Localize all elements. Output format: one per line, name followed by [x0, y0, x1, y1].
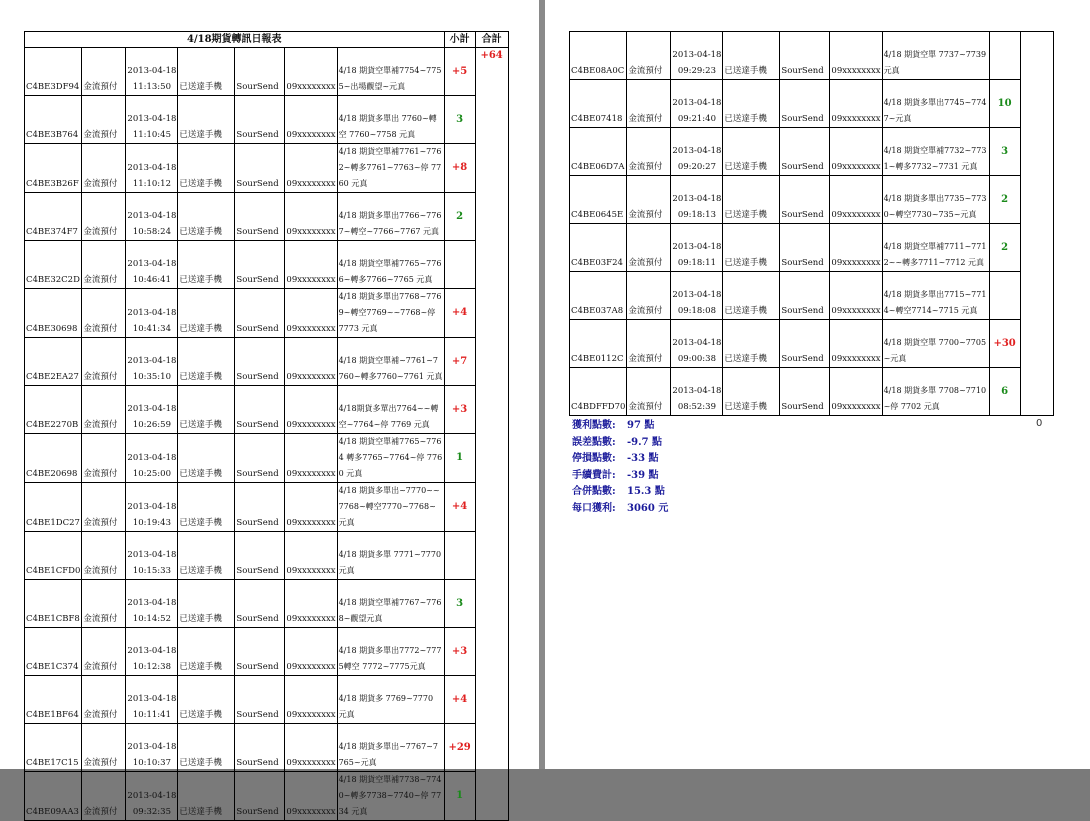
status-cell: 已送達手機	[178, 628, 235, 676]
sender-cell: 金流預付	[82, 338, 126, 386]
time-value: 11:10:12	[132, 179, 171, 189]
message-cell: 4/18期貨多單出7764~~轉空~7764~停 7769 元真	[337, 386, 444, 434]
source-cell: SourSend	[235, 193, 285, 241]
message-id: C4BE1BF64	[25, 676, 82, 724]
datetime-cell	[126, 434, 178, 483]
phone-cell: 09xxxxxxxx	[285, 96, 337, 144]
status-cell: 已送達手機	[178, 96, 235, 144]
message-id: C4BE374F7	[25, 193, 82, 241]
message-cell: 4/18 期貨空單補~7761~7760~轉多7760~7761 元真	[337, 338, 444, 386]
datetime-cell	[671, 128, 723, 176]
phone-cell: 09xxxxxxxx	[285, 386, 337, 434]
summary-line	[572, 435, 668, 452]
date-value: 2013-04-18	[672, 98, 722, 108]
table-row	[25, 289, 509, 338]
summary-value: -39 點	[627, 469, 659, 481]
message-cell: 4/18 期貨空單補7767~7768~觀望元真	[337, 580, 444, 628]
datetime-cell	[671, 80, 723, 128]
datetime-cell	[126, 338, 178, 386]
subtotal-cell: +7	[444, 338, 475, 386]
source-cell: SourSend	[235, 144, 285, 193]
source-cell: SourSend	[235, 338, 285, 386]
sender-cell: 金流預付	[627, 224, 671, 272]
table-row	[25, 483, 509, 532]
status-cell: 已送達手機	[723, 128, 780, 176]
table-row	[570, 80, 1054, 128]
date-value: 2013-04-18	[127, 66, 177, 76]
message-id: C4BE09AA3	[25, 772, 82, 821]
table-row	[570, 272, 1054, 320]
summary-line	[572, 484, 668, 501]
subtotal-cell: +4	[444, 483, 475, 532]
source-cell: SourSend	[235, 483, 285, 532]
sender-cell: 金流預付	[627, 368, 671, 416]
message-id: C4BE32C2D	[25, 241, 82, 289]
summary-value: -9.7 點	[627, 436, 663, 448]
message-cell: 4/18 期貨多單出7735~7730~轉空7730~735~元真	[882, 176, 989, 224]
phone-cell: 09xxxxxxxx	[830, 320, 882, 368]
phone-cell: 09xxxxxxxx	[285, 48, 337, 96]
subtotal-cell: 1	[444, 772, 475, 821]
time-value: 10:12:38	[132, 662, 171, 672]
summary-block	[572, 418, 668, 517]
source-cell: SourSend	[780, 368, 830, 416]
time-value: 09:29:23	[677, 66, 716, 76]
date-value: 2013-04-18	[127, 114, 177, 124]
table-row	[25, 772, 509, 821]
source-cell: SourSend	[780, 32, 830, 80]
subtotal-cell: +4	[444, 289, 475, 338]
status-cell: 已送達手機	[178, 48, 235, 96]
table-row	[25, 724, 509, 772]
sender-cell: 金流預付	[82, 193, 126, 241]
table-row	[25, 676, 509, 724]
summary-label: 停損點數:	[572, 453, 616, 464]
message-cell: 4/18 期貨多單 7708~7710~停 7702 元真	[882, 368, 989, 416]
date-value: 2013-04-18	[672, 146, 722, 156]
message-cell: 4/18 期貨多單出7745~7747~元真	[882, 80, 989, 128]
sender-cell: 金流預付	[82, 532, 126, 580]
table-row	[25, 144, 509, 193]
source-cell: SourSend	[235, 96, 285, 144]
summary-label: 每口獲利:	[572, 502, 616, 514]
status-cell: 已送達手機	[178, 532, 235, 580]
table-row	[25, 434, 509, 483]
sender-cell: 金流預付	[82, 144, 126, 193]
status-cell: 已送達手機	[178, 772, 235, 821]
grand-total-cell	[1020, 32, 1053, 416]
phone-cell: 09xxxxxxxx	[285, 532, 337, 580]
message-id: C4BE3DF94	[25, 48, 82, 96]
message-cell: 4/18 期貨空單補7765~7764 轉多7765~7764~停 7760 元真	[337, 434, 444, 483]
date-value: 2013-04-18	[127, 163, 177, 173]
time-value: 11:13:50	[132, 82, 171, 92]
message-id: C4BE20698	[25, 434, 82, 483]
phone-cell: 09xxxxxxxx	[830, 368, 882, 416]
subtotal-cell: +29	[444, 724, 475, 772]
source-cell: SourSend	[780, 224, 830, 272]
date-value: 2013-04-18	[672, 386, 722, 396]
datetime-cell	[126, 386, 178, 434]
sender-cell: 金流預付	[82, 434, 126, 483]
subtotal-cell: +4	[444, 676, 475, 724]
subtotal-cell: +8	[444, 144, 475, 193]
subtotal-cell: +3	[444, 386, 475, 434]
time-value: 09:00:38	[677, 354, 716, 364]
table-row	[25, 96, 509, 144]
message-id: C4BDFFD70	[570, 368, 627, 416]
source-cell: SourSend	[780, 176, 830, 224]
message-id: C4BE2EA27	[25, 338, 82, 386]
subtotal-cell	[444, 532, 475, 580]
time-value: 09:32:35	[132, 807, 171, 817]
phone-cell: 09xxxxxxxx	[830, 80, 882, 128]
subtotal-header: 小計	[444, 32, 475, 48]
message-id: C4BE03F24	[570, 224, 627, 272]
message-cell: 4/18 期貨多 7769~7770 元真	[337, 676, 444, 724]
date-value: 2013-04-18	[672, 194, 722, 204]
subtotal-cell: +5	[444, 48, 475, 96]
message-cell: 4/18 期貨空單 7737~7739 元真	[882, 32, 989, 80]
subtotal-cell: 10	[989, 80, 1020, 128]
time-value: 10:46:41	[132, 275, 171, 285]
message-cell: 4/18 期貨空單補7732~7731~轉多7732~7731 元真	[882, 128, 989, 176]
sender-cell: 金流預付	[627, 320, 671, 368]
table-row	[570, 176, 1054, 224]
datetime-cell	[671, 272, 723, 320]
table-row	[570, 224, 1054, 272]
time-value: 10:35:10	[132, 372, 171, 382]
message-cell: 4/18 期貨空單補7738~7740~轉多7738~7740~停 7734 元真	[337, 772, 444, 821]
source-cell: SourSend	[235, 724, 285, 772]
date-value: 2013-04-18	[672, 50, 722, 60]
table-row	[25, 241, 509, 289]
message-cell: 4/18 期貨空單補7711~7712~~轉多7711~7712 元真	[882, 224, 989, 272]
date-value: 2013-04-18	[127, 694, 177, 704]
message-id: C4BE3B26F	[25, 144, 82, 193]
page-zero-marker: 0	[1036, 418, 1043, 429]
datetime-cell	[126, 532, 178, 580]
subtotal-cell: 2	[989, 224, 1020, 272]
date-value: 2013-04-18	[127, 598, 177, 608]
phone-cell: 09xxxxxxxx	[285, 193, 337, 241]
date-value: 2013-04-18	[127, 742, 177, 752]
datetime-cell	[126, 193, 178, 241]
table-row	[25, 580, 509, 628]
source-cell: SourSend	[235, 580, 285, 628]
message-cell: 4/18 期貨空單補7754~7755~出場觀望~元真	[337, 48, 444, 96]
summary-line	[572, 451, 668, 468]
subtotal-cell	[444, 241, 475, 289]
phone-cell: 09xxxxxxxx	[285, 144, 337, 193]
table-row	[25, 628, 509, 676]
message-id: C4BE07418	[570, 80, 627, 128]
date-value: 2013-04-18	[672, 242, 722, 252]
source-cell: SourSend	[235, 628, 285, 676]
time-value: 10:11:41	[132, 710, 171, 720]
phone-cell: 09xxxxxxxx	[285, 772, 337, 821]
status-cell: 已送達手機	[178, 386, 235, 434]
status-cell: 已送達手機	[723, 224, 780, 272]
sender-cell: 金流預付	[82, 483, 126, 532]
summary-label: 獲利點數:	[572, 420, 616, 431]
phone-cell: 09xxxxxxxx	[285, 483, 337, 532]
subtotal-cell	[989, 32, 1020, 80]
phone-cell: 09xxxxxxxx	[830, 32, 882, 80]
datetime-cell	[126, 144, 178, 193]
date-value: 2013-04-18	[127, 356, 177, 366]
message-id: C4BE1CFD0	[25, 532, 82, 580]
subtotal-cell: +30	[989, 320, 1020, 368]
subtotal-cell: +3	[444, 628, 475, 676]
summary-line	[572, 501, 668, 518]
message-cell: 4/18 期貨多單出7772~7775轉空 7772~7775元真	[337, 628, 444, 676]
time-value: 09:18:11	[677, 258, 716, 268]
status-cell: 已送達手機	[723, 80, 780, 128]
datetime-cell	[671, 368, 723, 416]
summary-value: -33 點	[627, 453, 659, 464]
time-value: 10:41:34	[132, 324, 171, 334]
source-cell: SourSend	[235, 386, 285, 434]
table-row	[570, 32, 1054, 80]
summary-value: 3060 元	[627, 502, 669, 514]
phone-cell: 09xxxxxxxx	[830, 176, 882, 224]
time-value: 10:25:00	[132, 469, 171, 479]
report-page-1	[0, 0, 539, 817]
message-id: C4BE3B764	[25, 96, 82, 144]
message-cell: 4/18 期貨多單出7766~7767~轉空~7766~7767 元真	[337, 193, 444, 241]
message-id: C4BE1DC27	[25, 483, 82, 532]
datetime-cell	[671, 176, 723, 224]
sender-cell: 金流預付	[82, 48, 126, 96]
sender-cell: 金流預付	[82, 676, 126, 724]
phone-cell: 09xxxxxxxx	[830, 224, 882, 272]
date-value: 2013-04-18	[127, 453, 177, 463]
time-value: 10:58:24	[132, 227, 171, 237]
status-cell: 已送達手機	[178, 241, 235, 289]
message-cell: 4/18 期貨空單補7761~7762~轉多7761~7763~停 7760 元真	[337, 144, 444, 193]
datetime-cell	[126, 628, 178, 676]
time-value: 09:21:40	[677, 114, 716, 124]
summary-label: 合併點數:	[572, 486, 616, 497]
message-id: C4BE17C15	[25, 724, 82, 772]
date-value: 2013-04-18	[127, 211, 177, 221]
message-id: C4BE06D7A	[570, 128, 627, 176]
time-value: 10:15:33	[132, 566, 171, 576]
sender-cell: 金流預付	[82, 628, 126, 676]
date-value: 2013-04-18	[127, 308, 177, 318]
source-cell: SourSend	[780, 128, 830, 176]
time-value: 11:10:45	[132, 130, 171, 140]
status-cell: 已送達手機	[178, 434, 235, 483]
summary-line	[572, 418, 668, 435]
message-cell: 4/18 期貨空單 7700~7705~元真	[882, 320, 989, 368]
message-id: C4BE037A8	[570, 272, 627, 320]
table-row	[570, 128, 1054, 176]
message-id: C4BE1C374	[25, 628, 82, 676]
message-id: C4BE30698	[25, 289, 82, 338]
source-cell: SourSend	[235, 289, 285, 338]
phone-cell: 09xxxxxxxx	[830, 128, 882, 176]
message-cell: 4/18 期貨多單出~7770~~7768~轉空7770~7768~元真	[337, 483, 444, 532]
sender-cell: 金流預付	[627, 128, 671, 176]
source-cell: SourSend	[235, 676, 285, 724]
message-cell: 4/18 期貨多單出 7760~轉空 7760~7758 元真	[337, 96, 444, 144]
grand-total-cell: +64	[475, 48, 508, 821]
sender-cell: 金流預付	[82, 289, 126, 338]
datetime-cell	[126, 724, 178, 772]
total-header: 合計	[475, 32, 508, 48]
subtotal-cell: 6	[989, 368, 1020, 416]
status-cell: 已送達手機	[178, 483, 235, 532]
sender-cell: 金流預付	[82, 386, 126, 434]
subtotal-cell: 2	[989, 176, 1020, 224]
report-title: 4/18期貨轉訊日報表	[25, 32, 445, 48]
message-id: C4BE2270B	[25, 386, 82, 434]
date-value: 2013-04-18	[127, 404, 177, 414]
datetime-cell	[126, 289, 178, 338]
table-row	[570, 368, 1054, 416]
datetime-cell	[671, 224, 723, 272]
datetime-cell	[671, 32, 723, 80]
status-cell: 已送達手機	[723, 32, 780, 80]
datetime-cell	[126, 483, 178, 532]
phone-cell: 09xxxxxxxx	[285, 434, 337, 483]
source-cell: SourSend	[235, 772, 285, 821]
status-cell: 已送達手機	[178, 676, 235, 724]
time-value: 09:20:27	[677, 162, 716, 172]
phone-cell: 09xxxxxxxx	[285, 676, 337, 724]
status-cell: 已送達手機	[178, 338, 235, 386]
datetime-cell	[126, 580, 178, 628]
status-cell: 已送達手機	[723, 272, 780, 320]
subtotal-cell: 3	[444, 96, 475, 144]
sender-cell: 金流預付	[82, 724, 126, 772]
subtotal-cell: 1	[444, 434, 475, 483]
datetime-cell	[126, 772, 178, 821]
datetime-cell	[126, 676, 178, 724]
message-id: C4BE1CBF8	[25, 580, 82, 628]
date-value: 2013-04-18	[127, 646, 177, 656]
phone-cell: 09xxxxxxxx	[285, 289, 337, 338]
report-table-page-2	[569, 31, 1054, 416]
message-cell: 4/18 期貨多單出~7767~7765~元真	[337, 724, 444, 772]
sender-cell: 金流預付	[82, 241, 126, 289]
time-value: 10:14:52	[132, 614, 171, 624]
date-value: 2013-04-18	[127, 259, 177, 269]
status-cell: 已送達手機	[723, 320, 780, 368]
date-value: 2013-04-18	[672, 290, 722, 300]
phone-cell: 09xxxxxxxx	[285, 338, 337, 386]
table-row	[570, 320, 1054, 368]
source-cell: SourSend	[780, 80, 830, 128]
time-value: 09:18:08	[677, 306, 716, 316]
message-cell: 4/18 期貨多單出7715~7714~轉空7714~7715 元真	[882, 272, 989, 320]
summary-line	[572, 468, 668, 485]
subtotal-cell: 3	[989, 128, 1020, 176]
time-value: 08:52:39	[677, 402, 716, 412]
source-cell: SourSend	[235, 48, 285, 96]
sender-cell: 金流預付	[627, 80, 671, 128]
sender-cell: 金流預付	[627, 176, 671, 224]
message-cell: 4/18 期貨多單出7768~7769~轉空7769~~7768~停 7773 元真	[337, 289, 444, 338]
phone-cell: 09xxxxxxxx	[285, 724, 337, 772]
status-cell: 已送達手機	[178, 289, 235, 338]
date-value: 2013-04-18	[672, 338, 722, 348]
message-cell: 4/18 期貨多單 7771~7770 元真	[337, 532, 444, 580]
subtotal-cell	[989, 272, 1020, 320]
source-cell: SourSend	[235, 532, 285, 580]
sender-cell: 金流預付	[82, 580, 126, 628]
table-row	[25, 338, 509, 386]
status-cell: 已送達手機	[723, 176, 780, 224]
sender-cell: 金流預付	[627, 272, 671, 320]
status-cell: 已送達手機	[178, 193, 235, 241]
subtotal-cell: 3	[444, 580, 475, 628]
phone-cell: 09xxxxxxxx	[285, 628, 337, 676]
phone-cell: 09xxxxxxxx	[285, 241, 337, 289]
datetime-cell	[126, 96, 178, 144]
message-id: C4BE0112C	[570, 320, 627, 368]
date-value: 2013-04-18	[127, 550, 177, 560]
sender-cell: 金流預付	[627, 32, 671, 80]
source-cell: SourSend	[780, 272, 830, 320]
time-value: 10:19:43	[132, 518, 171, 528]
source-cell: SourSend	[235, 241, 285, 289]
time-value: 10:10:37	[132, 758, 171, 768]
table-row	[25, 386, 509, 434]
status-cell: 已送達手機	[178, 144, 235, 193]
time-value: 09:18:13	[677, 210, 716, 220]
source-cell: SourSend	[235, 434, 285, 483]
status-cell: 已送達手機	[723, 368, 780, 416]
datetime-cell	[671, 320, 723, 368]
summary-label: 手續費計:	[572, 469, 616, 481]
report-table-page-1	[24, 31, 509, 821]
datetime-cell	[126, 241, 178, 289]
status-cell: 已送達手機	[178, 580, 235, 628]
message-id: C4BE0645E	[570, 176, 627, 224]
message-cell: 4/18 期貨空單補7765~7766~轉多7766~7765 元真	[337, 241, 444, 289]
datetime-cell	[126, 48, 178, 96]
date-value: 2013-04-18	[127, 791, 177, 801]
status-cell: 已送達手機	[178, 724, 235, 772]
time-value: 10:26:59	[132, 420, 171, 430]
summary-label: 誤差點數:	[572, 436, 616, 448]
summary-value: 15.3 點	[627, 486, 665, 497]
report-page-2	[545, 0, 1090, 769]
table-row	[25, 48, 509, 96]
summary-value: 97 點	[627, 420, 655, 431]
subtotal-cell: 2	[444, 193, 475, 241]
phone-cell: 09xxxxxxxx	[285, 580, 337, 628]
source-cell: SourSend	[780, 320, 830, 368]
sender-cell: 金流預付	[82, 96, 126, 144]
message-id: C4BE08A0C	[570, 32, 627, 80]
sender-cell: 金流預付	[82, 772, 126, 821]
date-value: 2013-04-18	[127, 502, 177, 512]
phone-cell: 09xxxxxxxx	[830, 272, 882, 320]
table-row	[25, 532, 509, 580]
table-row	[25, 193, 509, 241]
